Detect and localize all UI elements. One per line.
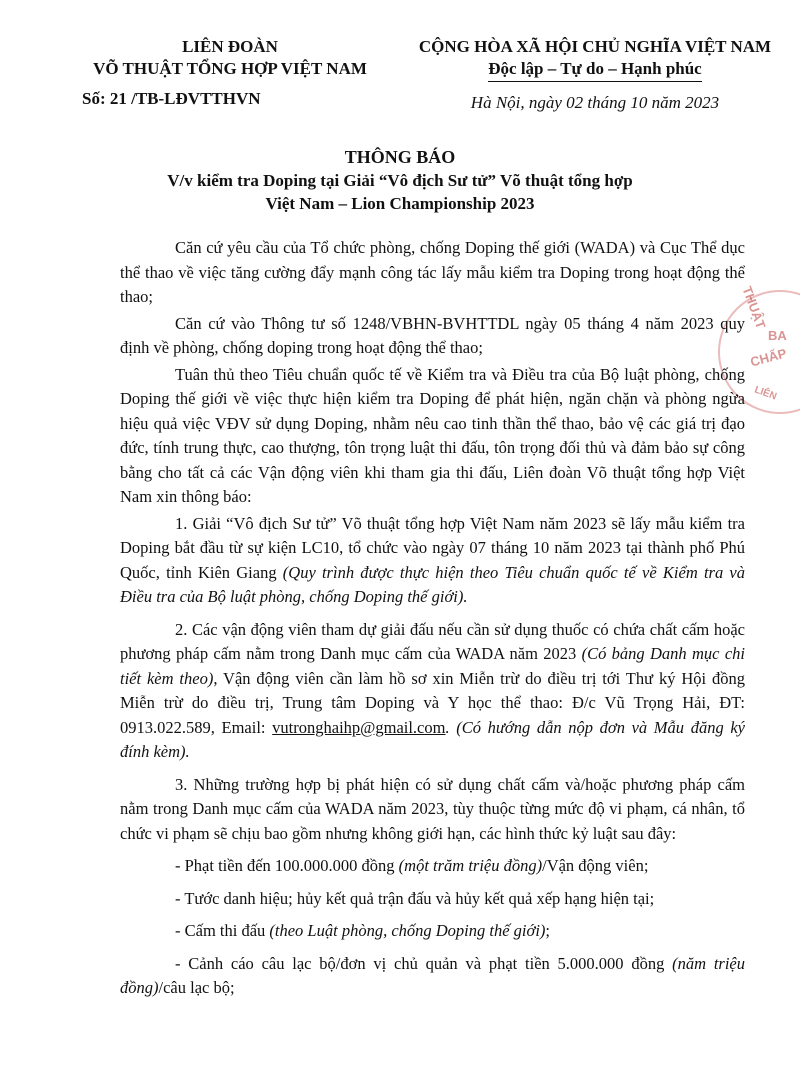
penalty-club-tail: /câu lạc bộ; <box>158 978 235 997</box>
org-line-2: VÕ THUẬT TỔNG HỢP VIỆT NAM <box>93 59 367 78</box>
country-name: CỘNG HÒA XÃ HỘI CHỦ NGHĨA VIỆT NAM <box>418 37 772 56</box>
national-motto: Độc lập – Tự do – Hạnh phúc <box>488 58 701 82</box>
penalty-fine-words: (một trăm triệu đồng) <box>398 856 543 875</box>
item-2-text-2: , Vận động viên cần làm hồ sơ xin Miễn trừ do điều trị tới Thư ký Hội đồng Miễn trừ do điều trị, Trung tâm Doping và Y học thể thao: Đ/c Vũ Trọng Hải, ĐT: 0913.022.589, Email: <box>120 668 745 737</box>
paragraph-basis-circular: Căn cứ vào Thông tư số 1248/VBHN-BVHTTDL ngày 05 tháng 4 năm 2023 quy định về phòng, chống doping trong hoạt động thể thao; <box>120 313 745 357</box>
item-1-text: 1. Giải “Vô địch Sư tử” Võ thuật tổng hợp Việt Nam năm 2023 sẽ lấy mẫu kiểm tra Doping bắt đầu từ sự kiện LC10, tổ chức vào ngày 07 tháng 10 năm 2023 tại thành phố Phú Quốc, tỉnh Kiên Giang <box>120 513 745 582</box>
stamp-text-2: BA <box>768 328 787 343</box>
title-main: THÔNG BÁO <box>344 147 456 167</box>
paragraph-compliance: Tuân thủ theo Tiêu chuẩn quốc tế về Kiểm tra và Điều tra của Bộ luật phòng, chống Doping thế giới về việc thực hiện kiểm tra Doping để phát hiện, ngăn chặn và phòng ngừa hiệu quả việc VĐV sử dụng Doping, nhằm nêu cao tinh thần thể thao, bảo vệ các giá trị đạo đức, tính trung thực, cao thượng, tôn trọng luật thi đấu, tôn trọng đối thủ và đảm bảo sự công bằng cho tất cả các Vận động viên khi tham gia thi đấu, Liên đoàn Võ thuật tổng hợp Việt Nam xin thông báo: <box>120 364 745 506</box>
penalty-fine-tail: /Vận động viên; <box>542 856 649 875</box>
item-3: 3. Những trường hợp bị phát hiện có sử dụng chất cấm và/hoặc phương pháp cấm nằm trong Danh mục cấm của WADA năm 2023, tùy thuộc từng mức độ vi phạm, cá nhân, tổ chức vi phạm sẽ chịu bao gồm nhưng không giới hạn, các hình thức kỷ luật sau đây: <box>120 774 745 843</box>
item-1 <box>120 512 745 610</box>
penalty-title-strip: - Tước danh hiệu; hủy kết quả trận đấu và hủy kết quả xếp hạng hiện tại; <box>175 888 655 908</box>
national-header <box>400 36 790 114</box>
contact-email-link[interactable]: vutronghaihp@gmail.com <box>272 717 446 737</box>
document-number: Số: 21 /TB-LĐVTTHVN <box>82 89 261 108</box>
stamp-text-1: THUẬT <box>739 284 769 331</box>
document-body <box>120 236 745 1003</box>
title-subject-line-2: Việt Nam – Lion Championship 2023 <box>265 194 535 213</box>
penalty-fine-text: - Phạt tiền đến 100.000.000 đồng <box>175 856 399 875</box>
penalty-fine <box>120 854 745 879</box>
issuing-organization <box>70 36 390 110</box>
document-date: Hà Nội, ngày 02 tháng 10 năm 2023 <box>470 93 720 112</box>
item-2-note-1: (Có bảng Danh mục chi tiết kèm theo) <box>120 644 745 688</box>
item-1-note: (Quy trình được thực hiện theo Tiêu chuẩn quốc tế về Kiểm tra và Điều tra của Bộ luật phòng, chống Doping thế giới). <box>120 562 745 606</box>
penalty-ban-text: - Cấm thi đấu <box>175 921 270 940</box>
paragraph-basis-wada: Căn cứ yêu cầu của Tổ chức phòng, chống Doping thế giới (WADA) và Cục Thể dục thể thao về việc tăng cường đẩy mạnh công tác lấy mẫu kiểm tra Doping trong hoạt động thể thao; <box>120 238 745 306</box>
penalty-ban-note: (theo Luật phòng, chống Doping thế giới) <box>269 921 546 940</box>
penalty-club-warning <box>120 952 745 1001</box>
stamp-text-3: CHẤP <box>748 345 789 370</box>
document-title <box>60 146 740 215</box>
stamp-text-4: LIÊN <box>752 384 778 403</box>
penalty-ban-tail: ; <box>545 921 550 940</box>
penalty-club-text: - Cảnh cáo câu lạc bộ/đơn vị chủ quản và phạt tiền 5.000.000 đồng <box>175 953 673 973</box>
item-2 <box>120 618 745 765</box>
penalty-ban <box>120 919 745 944</box>
item-2-text: 2. Các vận động viên tham dự giải đấu nếu cần sử dụng thuốc có chứa chất cấm hoặc phương pháp cấm nằm trong Danh mục cấm của WADA năm 2023 <box>120 619 745 663</box>
org-line-1: LIÊN ĐOÀN <box>182 37 278 56</box>
title-subject-line-1: V/v kiểm tra Doping tại Giải “Vô địch Sư tử” Võ thuật tổng hợp <box>167 171 633 190</box>
penalty-club-words: (năm triệu đồng) <box>120 953 745 997</box>
item-2-note-2: . (Có hướng dẫn nộp đơn và Mẫu đăng ký đính kèm). <box>120 717 745 761</box>
